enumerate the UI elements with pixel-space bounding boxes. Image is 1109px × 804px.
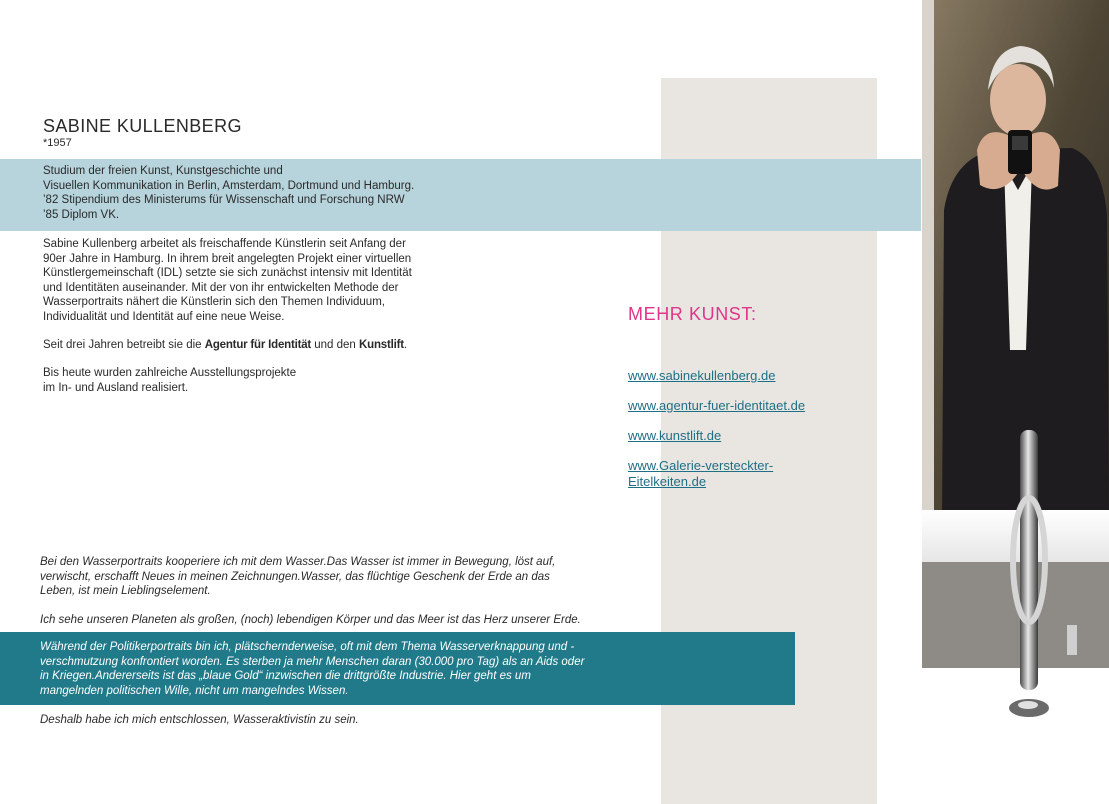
agency-text [43, 338, 407, 353]
link-agentur[interactable]: www.agentur-fuer-identitaet.de [628, 398, 806, 413]
agency-middle: und den [311, 339, 360, 351]
link-galerie[interactable]: www.Galerie-versteckter-Eitelkeiten.de [628, 458, 774, 489]
quote-politics: Während der Politikerportraits bin ich, plätschernderweise, oft mit dem Thema Wasserverknappung und - verschmutzung konfrontiert worden. Es sterben ja mehr Menschen daran (30.000 pro Tag) als an Aids oder in Kriegen.Andererseits ist das „blaue Gold“ inzwischen die drittgrößte Industrie. Hier geht es um mangelnden politischen Wille, nicht um mangelndes Wissen. [40, 641, 585, 697]
quote-water: Bei den Wasserportraits kooperiere ich mit dem Wasser.Das Wasser ist immer in Bewegung, löst auf, verwischt, erschafft Neues in meinen Zeichnungen.Wasser, das flüchtige Geschenk der Erde an das Leben, ist mein Lieblingselement. [40, 556, 556, 598]
birth-year: *1957 [43, 137, 72, 149]
studies-text: Studium der freien Kunst, Kunstgeschichte und Visuellen Kommunikation in Berlin, Amsterdam, Dortmund und Hamburg. ’82 Stipendium des Ministerums für Wissenschaft und Forschung NRW ’85 Diplom VK. [43, 165, 415, 221]
bio-text: Sabine Kullenberg arbeitet als freischaffende Künstlerin seit Anfang der 90er Jahre in Hamburg. In ihrem breit angelegten Projekt einer virtuellen Künstlergemeinschaft (IDL) setzte sie sich zunächst intensiv mit Identität und Identitäten auseinander. Mit der von ihr entwickelten Methode der Wasserportraits nähert die Künstlerin sich den Themen Individuum, Individualität und Identität auf eine neue Weise. [43, 238, 412, 323]
agency-suffix: . [403, 339, 408, 351]
agentur-name: Agentur für Identität [204, 339, 312, 351]
agency-prefix: Seit drei Jahren betreibt sie die [43, 339, 205, 351]
quote-activist: Deshalb habe ich mich entschlossen, Wasseraktivistin zu sein. [40, 714, 359, 726]
more-art-heading: MEHR KUNST: [628, 304, 757, 324]
artist-name: SABINE KULLENBERG [43, 116, 242, 136]
quote-planet: Ich sehe unseren Planeten als großen, (noch) lebendigen Körper und das Meer ist das Herz unserer Erde. [40, 614, 581, 626]
exhibitions-text: Bis heute wurden zahlreiche Ausstellungsprojekte im In- und Ausland realisiert. [43, 367, 297, 394]
artist-photo [922, 0, 1109, 804]
link-kunstlift[interactable]: www.kunstlift.de [628, 428, 722, 443]
kunstlift-name: Kunstlift [359, 339, 404, 351]
more-art-links [628, 368, 818, 504]
link-sabinekullenberg[interactable]: www.sabinekullenberg.de [628, 368, 776, 383]
